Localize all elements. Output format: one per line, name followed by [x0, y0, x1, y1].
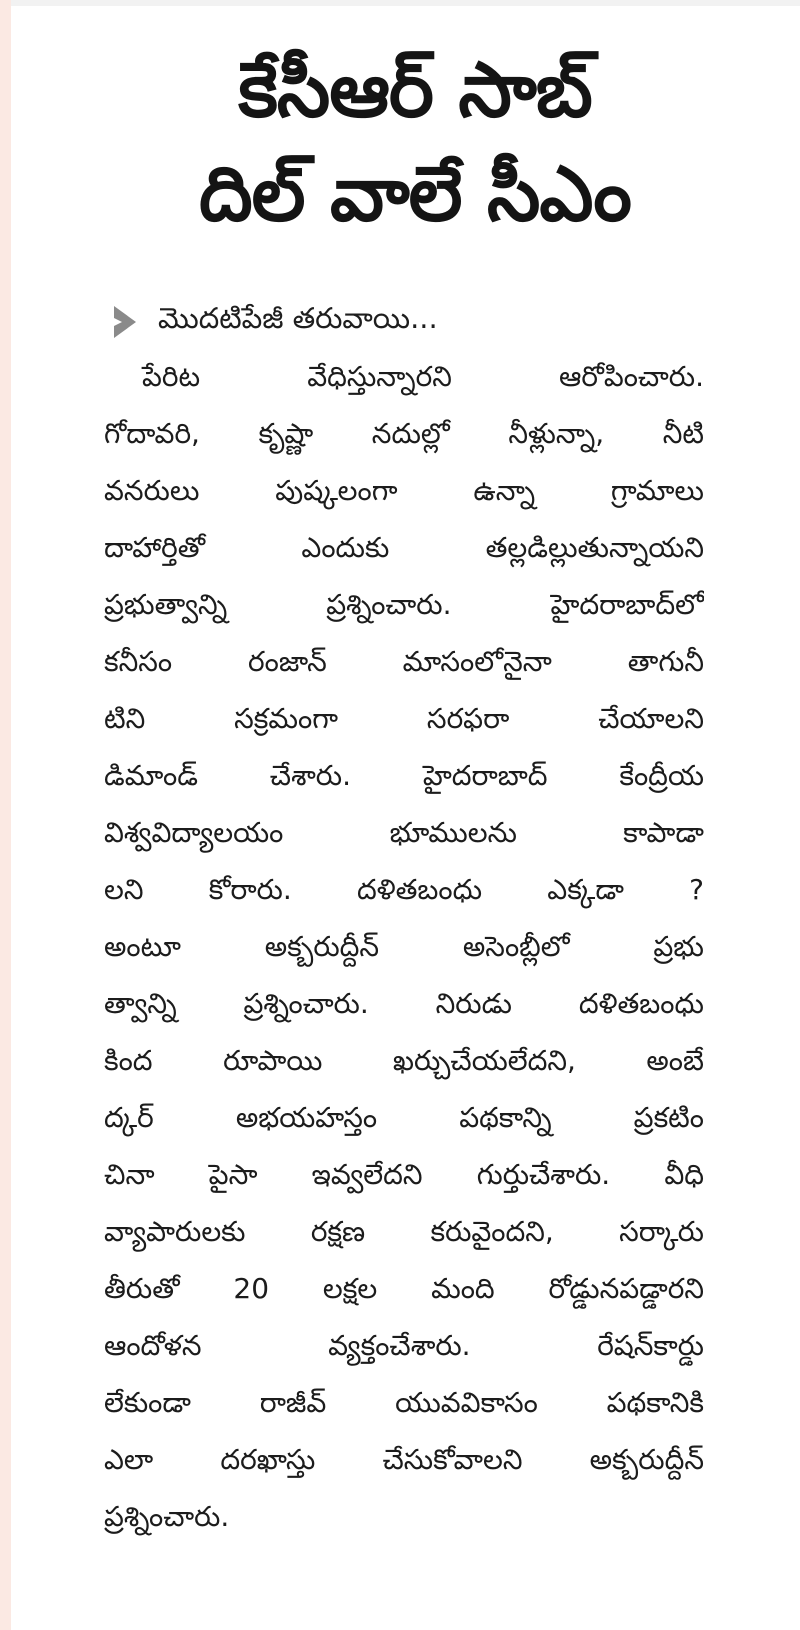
body-word: రాజీవ్: [259, 1386, 327, 1419]
body-word: 20: [233, 1272, 270, 1305]
body-word: పుష్కలంగా: [275, 474, 398, 507]
body-word: కింద: [104, 1044, 153, 1077]
body-word: ఎక్కడా: [547, 873, 624, 906]
body-word: చేయాలని: [598, 702, 704, 735]
body-word: అక్బరుద్దీన్: [264, 930, 380, 963]
body-word: రంజాన్: [248, 645, 327, 678]
body-line: [104, 633, 704, 690]
body-word: అంటూ: [104, 930, 181, 963]
body-word: తీరుతో: [104, 1272, 180, 1305]
body-line: [104, 1260, 704, 1317]
body-word: ద్కర్: [104, 1101, 154, 1134]
body-word: నీళ్లున్నా,: [508, 417, 605, 450]
body-word: రూపాయి: [223, 1044, 323, 1077]
body-word: ఆందోళన: [104, 1329, 202, 1362]
body-word: ఖర్చుచేయలేదని,: [392, 1044, 576, 1077]
body-word: హైదరాబాద్‌లో: [550, 588, 704, 621]
body-word: మంది: [431, 1272, 495, 1305]
body-word: దళితబంధు: [356, 873, 483, 906]
body-line: [104, 1032, 704, 1089]
body-word: నదుల్లో: [371, 417, 450, 450]
body-word: అక్బరుద్దీన్: [589, 1443, 704, 1476]
body-word: విశ్వవిద్యాలయం: [104, 816, 284, 849]
continuation-label: మొదటిపేజీ తరువాయి...: [158, 301, 438, 335]
body-word: కాపాడా: [623, 816, 704, 849]
body-word: తల్లడిల్లుతున్నాయని: [485, 531, 704, 564]
body-word: సక్రమంగా: [234, 702, 339, 735]
body-line: [104, 462, 704, 519]
body-word: నిరుడు: [435, 987, 512, 1020]
body-word: రోడ్డునపడ్డారని: [548, 1272, 704, 1305]
body-word: హైదరాబాద్: [422, 759, 548, 792]
body-word: మాసంలోనైనా: [402, 645, 552, 678]
body-word: అసెంబ్లీలో: [462, 930, 570, 963]
body-word: వనరులు: [104, 474, 200, 507]
body-word: పైసా: [208, 1158, 258, 1191]
body-line: [104, 1089, 704, 1146]
body-word: కేంద్రీయ: [619, 759, 704, 792]
body-word: కనీసం: [104, 645, 173, 678]
body-word: కోరారు.: [208, 873, 292, 906]
body-line: [104, 975, 704, 1032]
body-line: [104, 1488, 704, 1545]
body-word: ఎలా: [104, 1443, 154, 1476]
body-line: [104, 348, 704, 405]
body-line: [104, 1374, 704, 1431]
body-word: ప్రకటిం: [633, 1101, 704, 1134]
body-word: ప్రశ్నించారు.: [326, 588, 452, 621]
body-word: అభయహస్తం: [235, 1101, 378, 1134]
body-word: డిమాండ్: [104, 759, 198, 792]
body-word: ప్రభు: [653, 930, 704, 963]
body-word: పేరిట: [142, 360, 201, 393]
body-word: అంబే: [646, 1044, 704, 1077]
body-word: ఉన్నా: [473, 474, 536, 507]
body-line: [104, 1203, 704, 1260]
body-word: చేసుకోవాలని: [382, 1443, 523, 1476]
body-word: రేషన్‌కార్డు: [597, 1329, 704, 1362]
left-page-edge: [0, 0, 11, 1630]
body-line: [104, 519, 704, 576]
body-word: వ్యాపారులకు: [104, 1215, 246, 1248]
body-word: నీటి: [662, 417, 704, 450]
body-word: లక్షల: [322, 1272, 378, 1305]
body-word: గుర్తుచేశారు.: [476, 1158, 611, 1191]
body-line: [104, 690, 704, 747]
body-word: వీధి: [664, 1158, 704, 1191]
body-word: లని: [104, 873, 144, 906]
body-word: దాహార్తితో: [104, 531, 206, 564]
body-word: ప్రశ్నించారు.: [243, 987, 369, 1020]
body-word: గోదావరి,: [104, 417, 200, 450]
body-word: భూములను: [389, 816, 517, 849]
body-word: వేధిస్తున్నారని: [307, 360, 452, 393]
body-word: ఆరోపించారు.: [558, 360, 704, 393]
continuation-marker: [112, 302, 438, 342]
body-word: త్వాన్ని: [104, 987, 177, 1020]
body-word: యువవికాసం: [395, 1386, 538, 1419]
body-line: [104, 861, 704, 918]
body-word: లేకుండా: [104, 1386, 191, 1419]
headline-line-1: కేసీఆర్ సాబ్: [238, 45, 592, 134]
body-line: [104, 405, 704, 462]
body-word: సర్కారు: [619, 1215, 704, 1248]
body-line: [104, 576, 704, 633]
body-word: చేశారు.: [269, 759, 351, 792]
body-line: [104, 747, 704, 804]
body-word: పథకాన్ని: [459, 1101, 552, 1134]
headline-line-2: దిల్ వాలే సీఎం: [199, 149, 631, 238]
body-word: ఎందుకు: [301, 531, 390, 564]
body-word: తాగునీ: [627, 645, 704, 678]
body-line: [104, 1431, 704, 1488]
body-line: [104, 1317, 704, 1374]
article-body: [104, 348, 704, 1545]
body-word: ప్రశ్నించారు.: [104, 1500, 230, 1533]
headline: [90, 38, 740, 246]
body-word: కరువైందని,: [430, 1215, 554, 1248]
body-word: దరఖాస్తు: [220, 1443, 316, 1476]
body-word: సరఫరా: [426, 702, 510, 735]
top-page-edge: [11, 0, 800, 6]
body-word: చినా: [104, 1158, 155, 1191]
body-word: గ్రామాలు: [610, 474, 704, 507]
body-line: [104, 918, 704, 975]
chevron-right-icon: [112, 304, 138, 340]
body-word: ఇవ్వలేదని: [311, 1158, 423, 1191]
body-word: కృష్ణా: [258, 417, 314, 450]
body-word: వ్యక్తంచేశారు.: [328, 1329, 471, 1362]
body-word: పథకానికి: [606, 1386, 704, 1419]
body-line: [104, 804, 704, 861]
body-word: టిని: [104, 702, 146, 735]
body-line: [104, 1146, 704, 1203]
body-word: ప్రభుత్వాన్ని: [104, 588, 228, 621]
body-word: ?: [689, 873, 704, 906]
body-word: రక్షణ: [310, 1215, 366, 1248]
body-word: దళితబంధు: [578, 987, 704, 1020]
